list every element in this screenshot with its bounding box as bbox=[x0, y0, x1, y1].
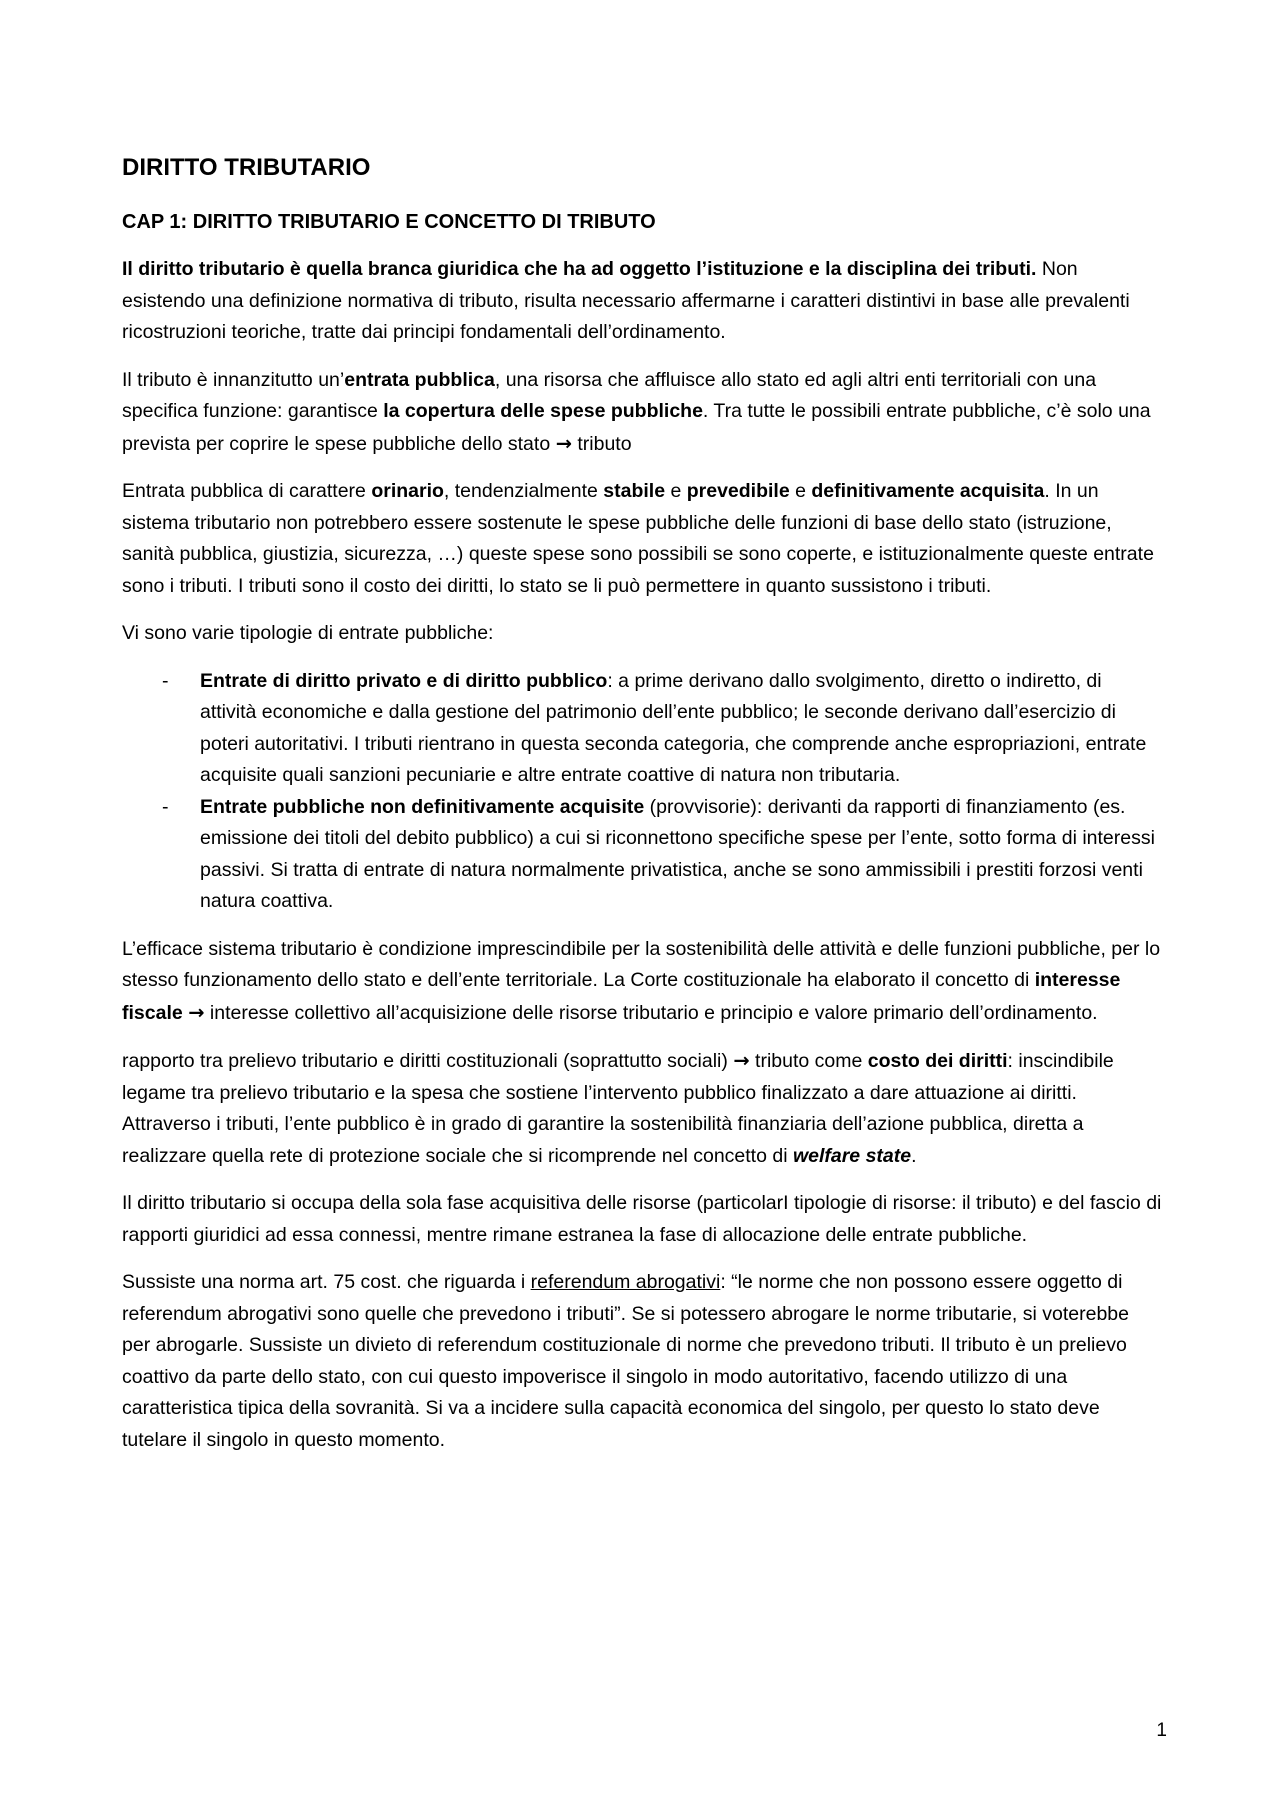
chapter-title: CAP 1: DIRITTO TRIBUTARIO E CONCETTO DI TRIBUTO bbox=[122, 211, 656, 233]
bold-text: stabile bbox=[603, 480, 666, 502]
bold-text: entrata pubblica bbox=[344, 368, 495, 391]
bold-text: Il diritto tributario è quella branca giuridica che ha ad oggetto l’istituzione e la disciplina dei tributi. bbox=[122, 258, 1037, 280]
paragraph-text: rapporto tra prelievo tributario e diritti costituzionali (soprattutto sociali) bbox=[122, 1050, 734, 1072]
bold-text: Entrate pubbliche non definitivamente acquisite bbox=[200, 795, 645, 818]
paragraph-text: . In un sistema tributario non potrebbero essere sostenute le spese pubbliche delle funzioni di base dello stato (istruzione, sanità pubblica, giustizia, sicurezza, …) queste spese sono possibili se sono coperte, e istituzionalmente queste entrate sono i tributi. I tributi sono il costo dei diritti, lo stato se li può permettere in quanto sussistono i tributi. bbox=[122, 480, 1154, 597]
list-item-text: : a prime derivano dallo svolgimento, diretto o indiretto, di attività economiche e dalla gestione del patrimonio dell’ente pubblico; le seconde derivano dall’esercizio di poteri autoritativi. I tributi rientrano in questa seconda categoria, che comprende anche espropriazioni, entrate acquisite quali sanzioni pecuniarie e altre entrate coattive di natura non tributaria. bbox=[200, 669, 1147, 786]
page-number: 1 bbox=[1156, 1720, 1167, 1741]
paragraph-costo-diritti bbox=[122, 1045, 1162, 1172]
paragraph-text: tributo come bbox=[749, 1050, 868, 1072]
paragraph-text: . Tra tutte le possibili entrate pubbliche, c’è solo una prevista per coprire le spese pubbliche dello stato bbox=[122, 400, 1151, 455]
bold-text: interesse fiscale bbox=[122, 969, 1121, 1024]
bold-text: definitivamente acquisita bbox=[811, 480, 1045, 502]
bold-text: orinario bbox=[371, 480, 444, 502]
paragraph-text: Non esistendo una definizione normativa di tributo, risulta necessario affermarne i caratteri distintivi in base alle prevalenti ricostruzioni teoriche, tratte dai principi fondamentali dell’ordinamento. bbox=[122, 258, 1130, 343]
paragraph-text: : “le norme che non possono essere oggetto di referendum abrogativi sono quelle che prevedono i tributi”. Se si potessero abrogare le norme tributarie, si voterebbe per abrogarle. Sussiste un divieto di referendum costituzionale di norme che prevedono tributi. Il tributo è un prelievo coattivo da parte dello stato, con cui questo impoverisce il singolo in modo autoritativo, facendo utilizzo di una caratteristica tipica della sovranità. Si va a incidere sulla capacità economica del singolo, per questo lo stato deve tutelare il singolo in questo momento. bbox=[122, 1271, 1129, 1451]
bold-text: costo dei diritti bbox=[867, 1050, 1008, 1072]
bold-text: prevedibile bbox=[686, 480, 790, 502]
paragraph-text: , tendenzialmente bbox=[443, 480, 604, 502]
paragraph-text: . bbox=[911, 1144, 917, 1167]
bold-italic-text: welfare state bbox=[792, 1144, 912, 1167]
list-item bbox=[122, 666, 1162, 792]
paragraph-text: tributo bbox=[571, 432, 632, 455]
paragraph-caratteri bbox=[122, 476, 1162, 602]
paragraph-text: L’efficace sistema tributario è condizione imprescindibile per la sostenibilità delle attività e delle funzioni pubbliche, per lo stesso funzionamento dello stato e dell’ente territoriale. La Corte costituzionale ha elaborato il concetto di bbox=[122, 937, 1161, 991]
paragraph-entrata-pubblica bbox=[122, 365, 1162, 461]
arrow-right-icon: → bbox=[188, 1000, 205, 1024]
paragraph-text: , una risorsa che affluisce allo stato ed agli altri enti territoriali con una specifica funzione: garantisce bbox=[122, 368, 1097, 422]
document-page bbox=[122, 152, 1162, 1472]
list-dash: - bbox=[162, 795, 169, 818]
paragraph-definition bbox=[122, 254, 1162, 349]
arrow-right-icon: → bbox=[733, 1049, 750, 1072]
paragraph-tipologie-intro: Vi sono varie tipologie di entrate pubbliche: bbox=[122, 622, 494, 644]
list-dash: - bbox=[162, 669, 169, 692]
list-item-text: (provvisorie): derivanti da rapporti di finanziamento (es. emissione dei titoli del debito pubblico) a cui si riconnettono specifiche spese per l’ente, sotto forma di interessi passivi. Si tratta di entrate di natura normalmente privatistica, anche se sono ammissibili i prestiti forzosi venti natura coattiva. bbox=[200, 795, 1155, 912]
entrate-list bbox=[122, 666, 1162, 918]
paragraph-text: Il tributo è innanzitutto un’ bbox=[122, 368, 345, 391]
paragraph-text: e bbox=[789, 480, 812, 502]
bold-text: Entrate di diritto privato e di diritto pubblico bbox=[200, 669, 608, 692]
underlined-text: referendum abrogativi bbox=[530, 1271, 721, 1293]
paragraph-fase-acquisitiva: Il diritto tributario si occupa della sola fase acquisitiva delle risorse (particolarI tipologie di risorse: il tributo) e del fascio di rapporti giuridici ad essa connessi, mentre rimane estranea la fase di allocazione delle entrate pubbliche. bbox=[122, 1192, 1162, 1246]
bold-text: la copertura delle spese pubbliche bbox=[383, 400, 703, 422]
arrow-right-icon: → bbox=[555, 431, 572, 455]
paragraph-text: : inscindibile legame tra prelievo tributario e la spesa che sostiene l’intervento pubblico finalizzato a dare attuazione ai diritti. Attraverso i tributi, l’ente pubblico è in grado di garantire la sostenibilità finanziaria dell’azione pubblica, diretta a realizzare quella rete di protezione sociale che si ricomprende nel concetto di bbox=[122, 1050, 1114, 1167]
list-item bbox=[122, 792, 1162, 918]
document-title: DIRITTO TRIBUTARIO bbox=[122, 154, 371, 181]
paragraph-text: interesse collettivo all’acquisizione delle risorse tributario e principio e valore primario dell’ordinamento. bbox=[204, 1001, 1098, 1024]
paragraph-text: Entrata pubblica di carattere bbox=[122, 480, 372, 502]
paragraph-interesse-fiscale bbox=[122, 934, 1162, 1030]
paragraph-text: Sussiste una norma art. 75 cost. che riguarda i bbox=[122, 1271, 531, 1293]
paragraph-referendum bbox=[122, 1267, 1162, 1456]
paragraph-text: e bbox=[665, 480, 687, 502]
